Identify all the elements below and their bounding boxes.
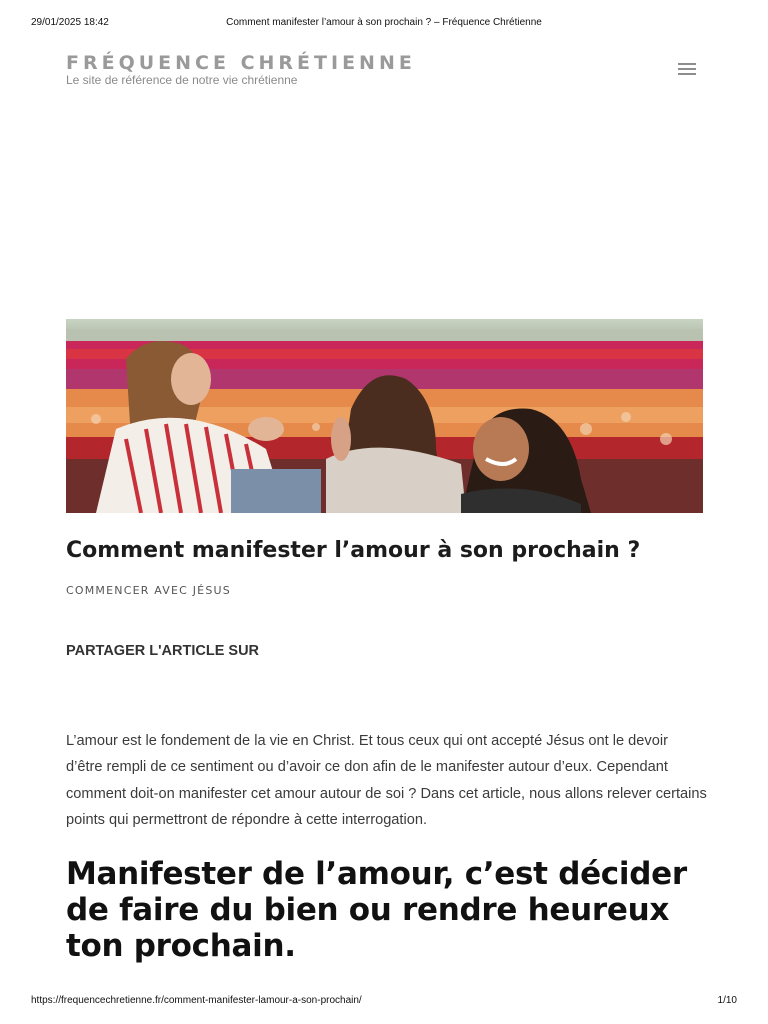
category-link[interactable]: COMMENCER AVEC JÉSUS	[66, 584, 231, 597]
hero-photo-illustration	[66, 319, 703, 513]
hero-image	[66, 319, 703, 513]
share-label: PARTAGER L'ARTICLE SUR	[66, 643, 260, 659]
section-heading: Manifester de l’amour, c’est décider de faire du bien ou rendre heureux ton prochain.	[66, 856, 687, 964]
site-header	[66, 52, 706, 92]
print-page-number: 1/10	[717, 995, 737, 1006]
article-title: Comment manifester l’amour à son prochain ?	[66, 538, 641, 563]
site-title[interactable]: FRÉQUENCE CHRÉTIENNE	[66, 52, 416, 74]
print-footer	[0, 995, 768, 1009]
hamburger-menu-icon[interactable]	[678, 63, 696, 77]
print-url: https://frequencechretienne.fr/comment-manifester-lamour-a-son-prochain/	[31, 995, 362, 1006]
print-header	[0, 17, 768, 31]
print-datetime: 29/01/2025 18:42	[31, 17, 109, 28]
article-intro: L’amour est le fondement de la vie en Christ. Et tous ceux qui ont accepté Jésus ont le devoir d’être rempli de ce sentiment ou d’avoir ce don afin de le manifester autour d’eux. Cependant comment doit-on manifester cet amour autour de soi ? Dans cet article, nous allons relever certains points qui permettront de répondre à cette interrogation.	[66, 733, 707, 828]
print-page-title: Comment manifester l’amour à son prochain ? – Fréquence Chrétienne	[226, 17, 542, 28]
site-tagline: Le site de référence de notre vie chrétienne	[66, 73, 298, 87]
